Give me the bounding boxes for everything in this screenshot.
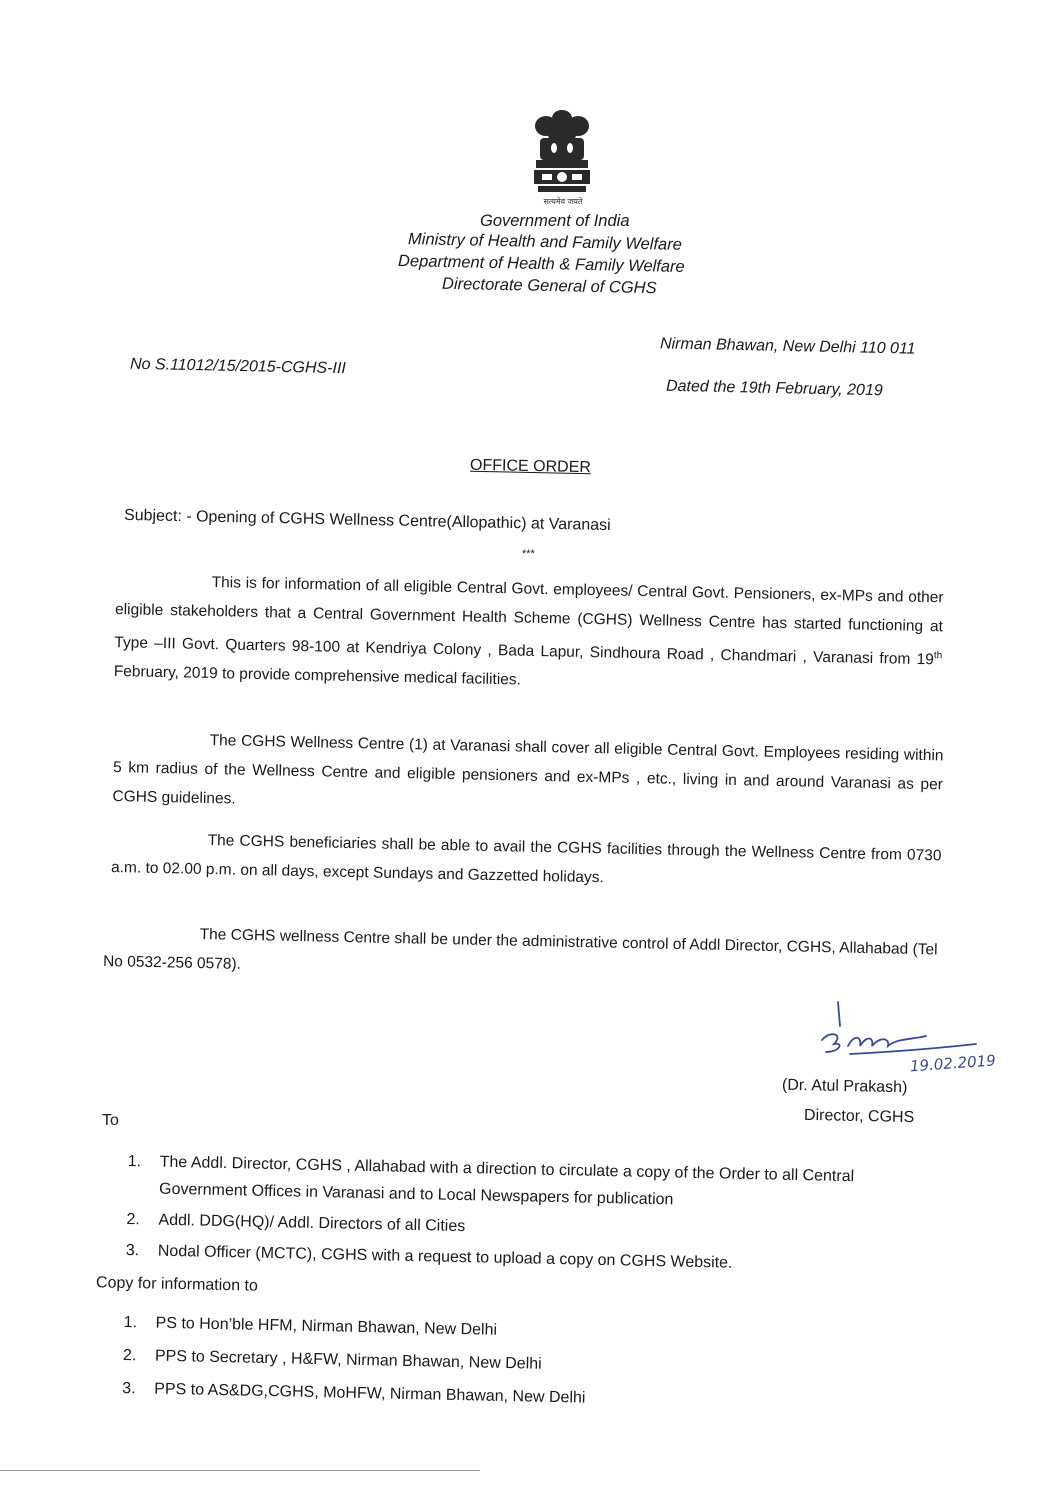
paragraph-coverage	[112, 724, 944, 828]
document-title: OFFICE ORDER	[469, 456, 592, 477]
to-label: To	[102, 1112, 119, 1129]
header-government: Government of India	[480, 212, 630, 230]
state-emblem-icon	[526, 108, 598, 202]
paragraph-control-text: The CGHS wellness Centre shall be under the administrative control of Addl Director, CGHS, Allahabad (Tel No 0532-256 0578).	[102, 926, 938, 973]
handwritten-signature	[800, 996, 1000, 1082]
ordinal-suffix: th	[933, 650, 943, 662]
list-text: PS to Hon’ble HFM, Nirman Bhawan, New Delhi	[155, 1314, 498, 1339]
recipient-list	[126, 1148, 938, 1281]
list-number: 3.	[125, 1241, 140, 1260]
list-number: 2.	[126, 1210, 141, 1229]
list-number: 1.	[123, 1313, 138, 1332]
list-number: 3.	[122, 1379, 136, 1398]
paragraph-timings-text: The CGHS beneficiaries shall be able to avail the CGHS facilities through the Wellness Centre from 0730 a.m. to 02.00 p.m. on all days, except Sundays and Gazzetted holidays.	[110, 832, 942, 887]
separator-stars: ***	[522, 548, 535, 560]
scan-edge-line	[0, 1470, 480, 1471]
copy-label: Copy for information to	[95, 1274, 259, 1295]
order-date: Dated the 19th February, 2019	[665, 377, 883, 400]
header-ministry: Ministry of Health and Family Welfare	[407, 230, 683, 254]
list-text: PPS to AS&DG,CGHS, MoHFW, Nirman Bhawan, New Delhi	[154, 1380, 586, 1407]
header-directorate: Directorate General of CGHS	[441, 274, 657, 298]
paragraph-coverage-text: The CGHS Wellness Centre (1) at Varanasi shall cover all eligible Central Govt. Employees residing within 5 km radius of the Wellness Centre and eligible pensioners and ex-MPs , etc., living in and around Varanasi as per CGHS guidelines.	[112, 732, 944, 808]
list-text: Nodal Officer (MCTC), CGHS with a request to upload a copy on CGHS Website.	[157, 1242, 733, 1272]
list-number: 1.	[127, 1152, 142, 1171]
reference-number: No S.11012/15/2015-CGHS-III	[129, 355, 346, 378]
subject-line: Subject: - Opening of CGHS Wellness Centre(Allopathic) at Varanasi	[123, 506, 611, 535]
paragraph-information-text-end: February, 2019 to provide comprehensive medical facilities.	[113, 663, 522, 689]
list-number: 2.	[122, 1346, 137, 1365]
list-text: PPS to Secretary , H&FW, Nirman Bhawan, New Delhi	[154, 1347, 542, 1373]
paragraph-control	[103, 918, 938, 993]
emblem-motto: सत्यमेव जयते	[543, 197, 583, 206]
paragraph-information-text: This is for information of all eligible Central Govt. employees/ Central Govt. Pensioners, ex-MPs and other eligible stakeholders that a Central Government Health Scheme (CGHS) Wellness Centre has started functioning at Type –III Govt. Quarters 98-100 at Kendriya Colony , Bada Lapur, Sindhoura Road , Chandmari , Varanasi from 19	[114, 574, 944, 669]
header-department: Department of Health & Family Welfare	[397, 251, 685, 277]
list-text: Addl. DDG(HQ)/ Addl. Directors of all Cities	[158, 1211, 466, 1236]
paragraph-timings	[111, 824, 942, 899]
signatory-name: (Dr. Atul Prakash)	[781, 1076, 908, 1097]
paragraph-information	[113, 566, 943, 703]
list-text: The Addl. Director, CGHS , Allahabad with a direction to circulate a copy of the Order to all Central Government Offices in Varanasi and to Local Newspapers for publication	[158, 1153, 855, 1209]
signature-date: 19.02.2019	[909, 1051, 997, 1076]
office-address: Nirman Bhawan, New Delhi 110 011	[659, 335, 916, 358]
copy-list	[122, 1306, 824, 1420]
signatory-designation: Director, CGHS	[803, 1106, 915, 1127]
